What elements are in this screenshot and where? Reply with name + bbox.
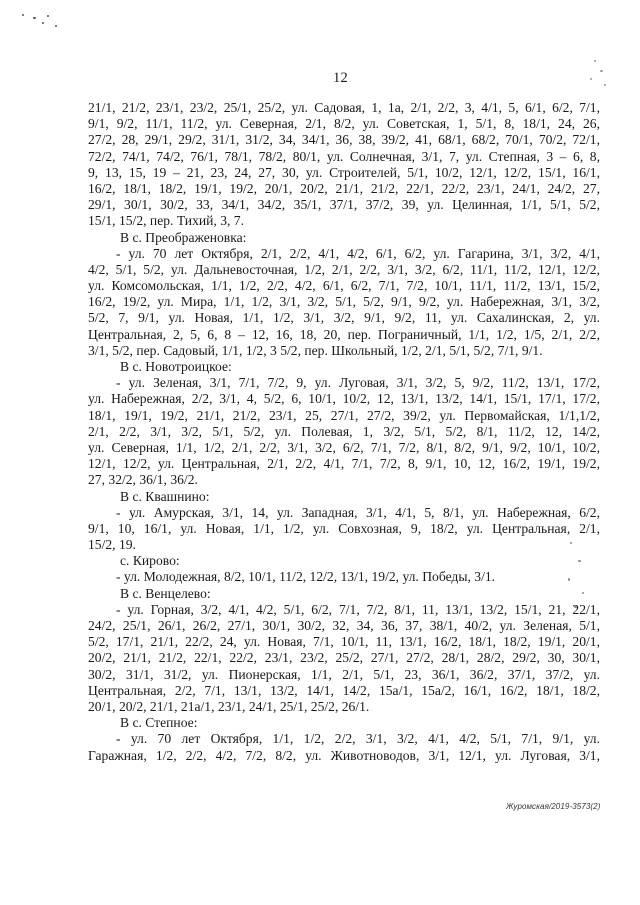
scan-speck <box>55 25 57 27</box>
text-line: 18/1, 19/1, 19/2, 21/1, 21/2, 23/1, 25, 27/1, 27/2, 39/2, ул. Первомайская, 1/1,1/2, <box>88 407 600 423</box>
text-line: - ул. 70 лет Октября, 1/1, 1/2, 2/2, 3/1, 3/2, 4/1, 4/2, 5/1, 7/1, 9/1, ул. <box>116 731 600 747</box>
text-line: Центральная, 2, 5, 6, 8 – 12, 16, 18, 20, пер. Пограничный, 1/1, 1/2, 1/5, 2/1, 2/2, <box>88 326 600 342</box>
text-line: 29/1, 30/1, 30/2, 33, 34/1, 34/2, 35/1, 37/1, 37/2, 39, ул. Целинная, 1/1, 5/1, 5/2, <box>88 197 600 213</box>
text-line: - ул. Зеленая, 3/1, 7/1, 7/2, 9, ул. Луговая, 3/1, 3/2, 5, 9/2, 11/2, 13/1, 17/2, <box>116 375 600 391</box>
village-heading: В с. Степное: <box>120 715 198 731</box>
text-line: ул. Комсомольская, 1/1, 1/2, 2/2, 4/2, 6/1, 6/2, 7/1, 7/2, 10/1, 11/1, 11/2, 13/1, 15/2, <box>88 278 600 294</box>
text-line: Центральная, 2/2, 7/1, 13/1, 13/2, 14/1, 14/2, 15а/1, 15а/2, 16/1, 16/2, 18/1, 18/2, <box>88 682 600 698</box>
text-line: 72/2, 74/1, 74/2, 76/1, 78/1, 78/2, 80/1, ул. Солнечная, 3/1, 7, ул. Степная, 3 – 6, 8, <box>88 148 600 164</box>
text-line: 4/2, 5/1, 5/2, ул. Дальневосточная, 1/2, 2/1, 2/2, 3/1, 3/2, 6/2, 11/1, 11/2, 12/1, 12/2, <box>88 261 600 277</box>
scan-speck <box>600 70 603 72</box>
text-line: 5/2, 17/1, 21/1, 22/2, 24, ул. Новая, 7/1, 10/1, 11, 13/1, 16/2, 18/1, 18/2, 19/1, 20/1, <box>88 634 600 650</box>
scan-speck <box>604 84 606 86</box>
text-line: ул. Северная, 1/1, 1/2, 2/1, 2/2, 3/1, 3/2, 6/2, 7/1, 7/2, 8/1, 8/2, 9/1, 9/2, 10/1, 10/2, <box>88 439 600 455</box>
text-line: 3/1, 5/2, пер. Садовый, 1/1, 1/2, 3 5/2, пер. Школьный, 1/2, 2/1, 5/1, 5/2, 7/1, 9/1. <box>88 342 543 358</box>
text-line: Гаражная, 1/2, 2/2, 4/2, 7/2, 8/2, ул. Животноводов, 3/1, 12/1, ул. Луговая, 3/1, <box>88 747 600 763</box>
text-line: 16/2, 19/2, ул. Мира, 1/1, 1/2, 3/1, 3/2, 5/1, 5/2, 9/1, 9/2, ул. Набережная, 3/1, 3/2, <box>88 294 600 310</box>
text-line: - ул. 70 лет Октября, 2/1, 2/2, 4/1, 4/2, 6/1, 6/2, ул. Гагарина, 3/1, 3/2, 4/1, <box>116 245 600 261</box>
scan-speck <box>47 15 49 17</box>
text-line: 27, 32/2, 36/1, 36/2. <box>88 472 198 488</box>
document-reference-stamp: Журомская/2019-3573(2) <box>506 802 601 811</box>
text-line: 5/2, 7, 9/1, ул. Новая, 1/1, 1/2, 3/1, 3/2, 9/1, 9/2, 11, ул. Сахалинская, 2, ул. <box>88 310 600 326</box>
text-line: ул. Набережная, 2/2, 3/1, 4, 5/2, 6, 10/1, 10/2, 12, 13/1, 13/2, 14/1, 15/1, 17/1, 17/2, <box>88 391 600 407</box>
text-line: 21/1, 21/2, 23/1, 23/2, 25/1, 25/2, ул. Садовая, 1, 1а, 2/1, 2/2, 3, 4/1, 5, 6/1, 6/2, 7/1, <box>88 100 600 115</box>
text-line: 15/1, 15/2, пер. Тихий, 3, 7. <box>88 213 245 229</box>
text-line: 15/2, 19. <box>88 537 136 553</box>
page-number: 12 <box>333 70 349 86</box>
document-body <box>88 100 600 764</box>
text-line: 12/1, 12/2, ул. Центральная, 2/1, 2/2, 4/1, 7/1, 7/2, 8, 9/1, 10, 12, 16/2, 19/1, 19/2, <box>88 456 600 472</box>
text-line: 27/2, 28, 29/1, 29/2, 31/1, 31/2, 34, 34/1, 36, 38, 39/2, 41, 68/1, 68/2, 70/1, 70/2, 72/1, <box>88 132 600 148</box>
text-line: 20/2, 21/1, 21/2, 22/1, 22/2, 23/1, 23/2, 25/2, 27/1, 27/2, 28/1, 28/2, 29/2, 30, 30/1, <box>88 650 600 666</box>
text-line: 2/1, 2/2, 3/1, 3/2, 5/1, 5/2, ул. Полевая, 1, 3/2, 5/1, 5/2, 8/1, 11/2, 12, 14/2, <box>88 423 600 439</box>
text-line: 20/1, 20/2, 21/1, 21а/1, 23/1, 24/1, 25/1, 25/2, 26/1. <box>88 698 370 714</box>
village-heading: В с. Квашнино: <box>120 488 210 504</box>
text-line: - ул. Амурская, 3/1, 14, ул. Западная, 3/1, 4/1, 5, 8/1, ул. Набережная, 6/2, <box>116 504 600 520</box>
text-line: 30/2, 31/1, 31/2, ул. Пионерская, 1/1, 2/1, 5/1, 23, 36/1, 36/2, 37/1, 37/2, ул. <box>88 666 600 682</box>
scan-speck <box>33 17 36 19</box>
village-heading: В с. Венцелево: <box>120 585 211 601</box>
text-line: 9, 13, 15, 19 – 21, 23, 24, 27, 30, ул. Строителей, 5/1, 10/2, 12/1, 12/2, 15/1, 16/1, <box>88 164 600 180</box>
text-line: - ул. Горная, 3/2, 4/1, 4/2, 5/1, 6/2, 7/1, 7/2, 8/1, 11, 13/1, 13/2, 15/1, 21, 22/1, <box>116 601 600 617</box>
scan-speck <box>594 60 596 62</box>
text-line: 9/1, 9/2, 11/1, 11/2, ул. Северная, 2/1, 8/2, ул. Советская, 1, 5/1, 8, 18/1, 24, 26, <box>88 116 600 132</box>
text-line: 16/2, 18/1, 18/2, 19/1, 19/2, 20/1, 20/2, 21/1, 21/2, 22/1, 22/2, 23/1, 24/1, 24/2, 27, <box>88 180 600 196</box>
village-heading: В с. Преображеновка: <box>120 229 247 245</box>
village-heading: В с. Новотроицкое: <box>120 359 232 374</box>
scan-speck <box>42 22 44 24</box>
text-line: 9/1, 10, 16/1, ул. Новая, 1/1, 1/2, ул. Совхозная, 9, 18/2, ул. Центральная, 2/1, <box>88 520 600 536</box>
village-heading: с. Кирово: <box>120 553 180 569</box>
scan-speck <box>590 78 592 80</box>
text-line: - ул. Молодежная, 8/2, 10/1, 11/2, 12/2, 13/1, 19/2, ул. Победы, 3/1. <box>116 569 496 585</box>
scan-speck <box>22 14 24 16</box>
text-line: 24/2, 25/1, 26/1, 26/2, 27/1, 30/1, 30/2, 32, 34, 36, 37, 38/1, 40/2, ул. Зеленая, 5/1, <box>88 618 600 633</box>
